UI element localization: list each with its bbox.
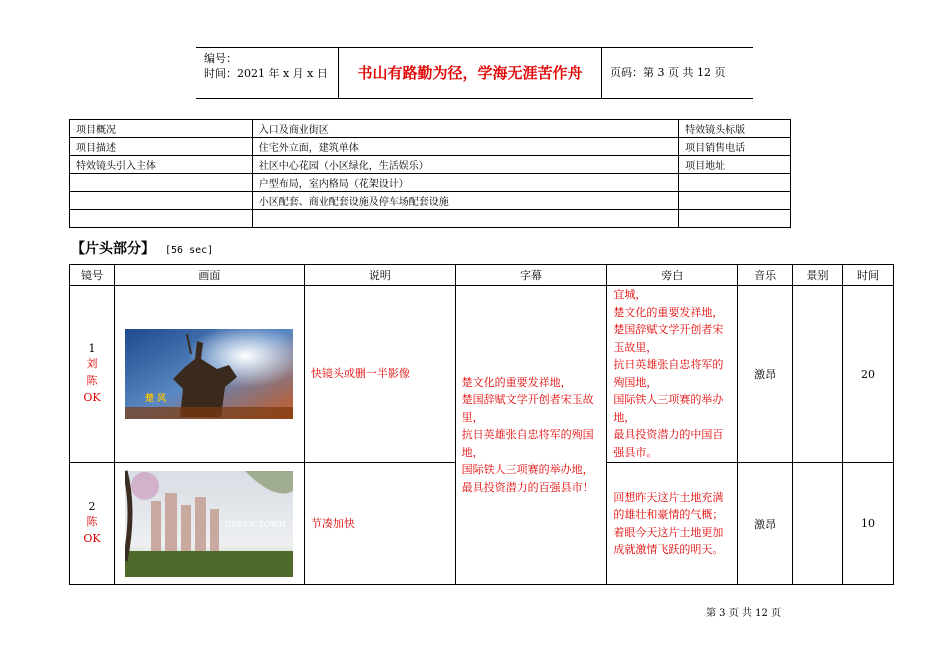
overview-cell: 项目销售电话	[679, 138, 791, 156]
overview-cell	[70, 174, 253, 192]
overview-row	[70, 192, 791, 210]
section-duration: [56 sec]	[165, 245, 214, 256]
overview-cell	[679, 174, 791, 192]
shot-header-cell: 景别	[793, 265, 843, 286]
overview-cell	[679, 210, 791, 228]
shot-time: 20	[843, 286, 894, 463]
shot-header-cell: 旁白	[607, 265, 738, 286]
page-footer: 第 3 页 共 12 页	[706, 608, 781, 619]
overview-cell	[252, 210, 678, 228]
shot-image-cell	[114, 286, 304, 463]
header-meta	[196, 48, 339, 98]
shot-scale	[793, 286, 843, 463]
page-label: 页码：第 3 页 共 12 页	[610, 66, 726, 79]
overview-cell: 户型布局，室内格局（花架设计）	[252, 174, 678, 192]
shot-number-cell	[70, 286, 115, 463]
shot-row	[70, 286, 894, 463]
shot-number-cell	[70, 463, 115, 585]
overview-cell: 项目概况	[70, 120, 253, 138]
overview-row	[70, 156, 791, 174]
shot-narration: 宜城， 楚文化的重要发祥地， 楚国辞赋文学开创者宋玉故里， 抗日英雄张自忠将军的殉国地， 国际铁人三项赛的举办地， 最具投资潜力的中国百强县市。	[607, 286, 738, 463]
shot-table-header	[70, 265, 894, 286]
overview-cell: 特效镜头引入主体	[70, 156, 253, 174]
overview-row	[70, 138, 791, 156]
shot-header-cell: 画面	[114, 265, 304, 286]
document-header	[196, 47, 753, 99]
overview-cell: 小区配套、商业配套设施及停车场配套设施	[252, 192, 678, 210]
shot-scale	[793, 463, 843, 585]
image-caption: GREEN TOWN	[225, 519, 287, 529]
overview-row	[70, 120, 791, 138]
overview-cell	[70, 210, 253, 228]
buildings-image	[125, 469, 293, 579]
shot-editor: 刘 陈 OK	[83, 357, 101, 404]
number-label: 编号：	[204, 52, 237, 65]
overview-cell: 特效镜头标版	[679, 120, 791, 138]
shot-header-cell: 音乐	[738, 265, 793, 286]
shot-header-cell: 字幕	[455, 265, 607, 286]
shot-description: 快镜头或删一半影像	[304, 286, 455, 463]
shot-number: 1	[88, 342, 96, 355]
shot-header-cell: 镜号	[70, 265, 115, 286]
shot-description: 节凑加快	[304, 463, 455, 585]
overview-cell: 项目描述	[70, 138, 253, 156]
overview-table	[69, 119, 791, 228]
section-title: 【片头部分】	[71, 241, 155, 257]
shot-image-cell	[114, 463, 304, 585]
overview-cell: 项目地址	[679, 156, 791, 174]
image-caption: 楚 风	[145, 394, 167, 404]
overview-cell: 住宅外立面，建筑单体	[252, 138, 678, 156]
overview-cell	[679, 192, 791, 210]
section-heading	[71, 238, 213, 258]
shot-table	[69, 264, 894, 585]
shot-music: 激昂	[738, 463, 793, 585]
shot-editor: 陈 OK	[83, 515, 101, 545]
shot-header-cell: 说明	[304, 265, 455, 286]
shot-time: 10	[843, 463, 894, 585]
shot-subtitle: 楚文化的重要发祥地， 楚国辞赋文学开创者宋玉故里， 抗日英雄张自忠将军的殉国地， 国际铁人三项赛的举办地， 最具投资潜力的百强县市！	[455, 286, 607, 585]
overview-cell: 社区中心花园（小区绿化，生活娱乐）	[252, 156, 678, 174]
shot-narration: 回想昨天这片土地充满的雄壮和豪情的气概； 着眼今天这片土地更加成就激情飞跃的明天。	[607, 463, 738, 585]
shot-number: 2	[88, 500, 96, 513]
shot-music: 激昂	[738, 286, 793, 463]
shot-header-cell: 时间	[843, 265, 894, 286]
overview-cell	[70, 192, 253, 210]
statue-image	[125, 319, 293, 429]
time-label: 时间：2021 年 x 月 x 日	[204, 67, 328, 80]
motto: 书山有路勤为径，学海无涯苦作舟	[339, 48, 602, 98]
overview-cell: 入口及商业街区	[252, 120, 678, 138]
overview-row	[70, 210, 791, 228]
overview-row	[70, 174, 791, 192]
